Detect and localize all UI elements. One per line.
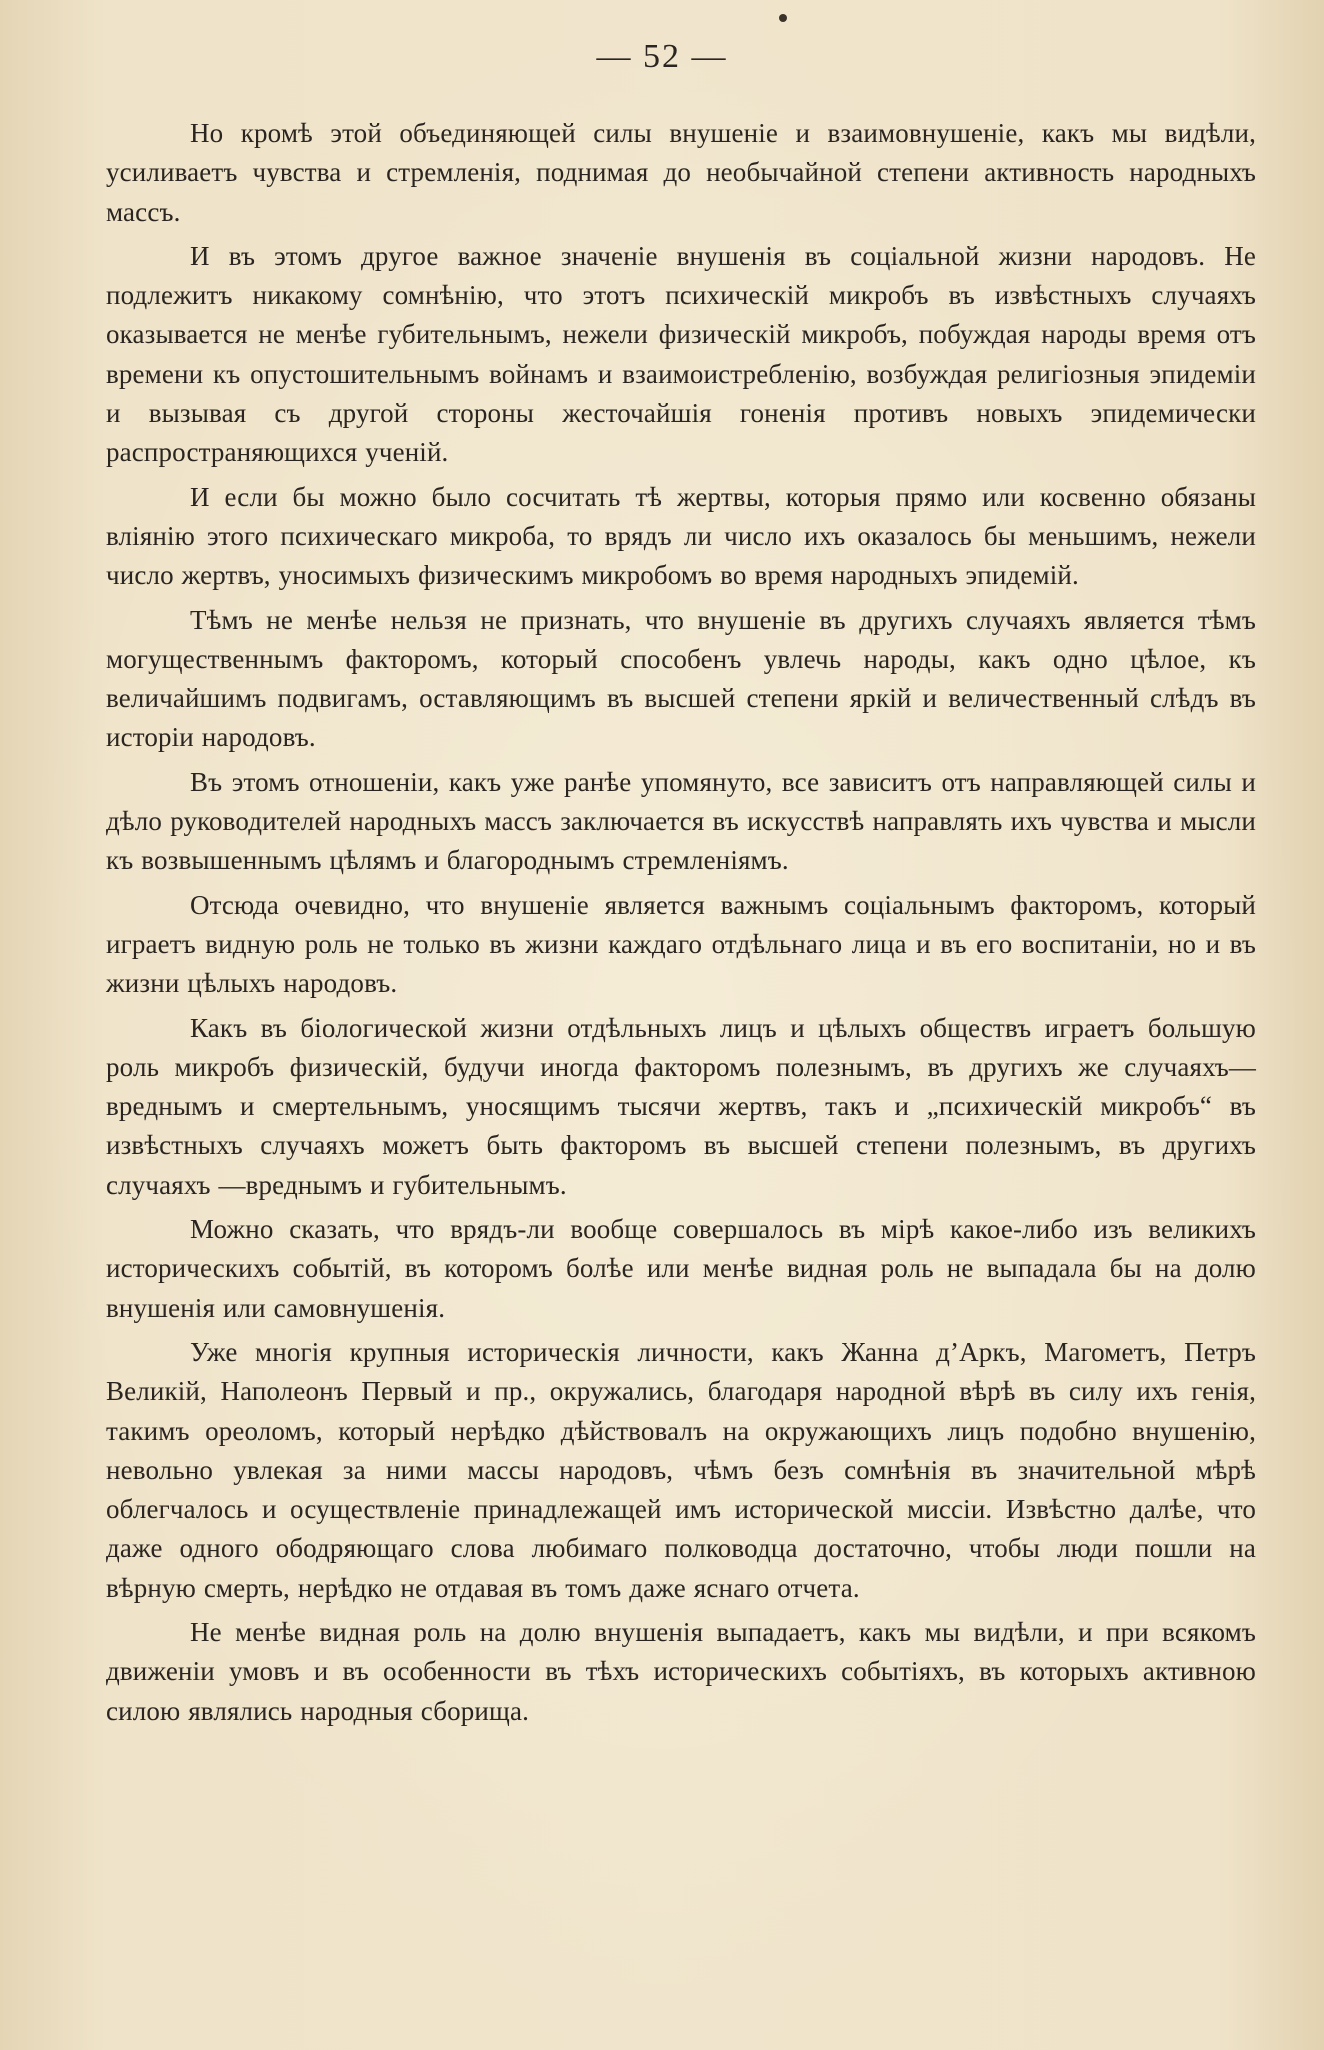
paragraph: И въ этомъ другое важное значеніе внушенія въ соціальной жизни народовъ. Не подлежитъ никакому сомнѣнію, что этотъ психическій микробъ въ извѣстныхъ случаяхъ оказывается не менѣе губительнымъ, нежели физическій микробъ, побуждая народы время отъ времени къ опустошительнымъ войнамъ и взаимоистребленію, возбуждая религіозныя эпидеміи и вызывая съ другой стороны жесточайшія гоненія противъ новыхъ эпидемически распространяющихся ученій. xyxy=(106,240,1256,468)
paragraph: Можно сказать, что врядъ-ли вообще совершалось въ мірѣ какое-либо изъ великихъ историческихъ событій, въ которомъ болѣе или менѣе видная роль не выпадала бы на долю внушенія или самовнушенія. xyxy=(106,1214,1256,1323)
paragraph: Не менѣе видная роль на долю внушенія выпадаетъ, какъ мы видѣли, и при всякомъ движеніи умовъ и въ особенности въ тѣхъ историческихъ событіяхъ, въ которыхъ активною силою являлись народныя сборища. xyxy=(106,1616,1256,1726)
ink-spot xyxy=(779,14,787,22)
paragraph: Какъ въ біологической жизни отдѣльныхъ лицъ и цѣлыхъ обществъ играетъ большую роль микробъ физическій, будучи иногда факторомъ полезнымъ, въ другихъ же случаяхъ—вреднымъ и смертельнымъ, уносящимъ тысячи жертвъ, такъ и „психическій микробъ“ въ извѣстныхъ случаяхъ можетъ быть факторомъ въ высшей степени полезнымъ, въ другихъ случаяхъ —вреднымъ и губительнымъ. xyxy=(106,1012,1256,1200)
paragraph: Но кромѣ этой объединяющей силы внушеніе и взаимовнушеніе, какъ мы видѣли, усиливаетъ чувства и стремленія, поднимая до необычайной степени активность народныхъ массъ. xyxy=(106,118,1256,227)
paragraph: Тѣмъ не менѣе нельзя не признать, что внушеніе въ другихъ случаяхъ является тѣмъ могущественнымъ факторомъ, который способенъ увлечь народы, какъ одно цѣлое, къ величайшимъ подвигамъ, оставляющимъ въ высшей степени яркій и величественный слѣдъ въ исторіи народовъ. xyxy=(106,604,1256,753)
paragraph: Въ этомъ отношеніи, какъ уже ранѣе упомянуто, все зависитъ отъ направляющей силы и дѣло руководителей народныхъ массъ заключается въ искусствѣ направлять ихъ чувства и мысли къ возвышеннымъ цѣлямъ и благороднымъ стремленіямъ. xyxy=(106,766,1256,876)
paragraph: Отсюда очевидно, что внушеніе является важнымъ соціальнымъ факторомъ, который играетъ видную роль не только въ жизни каждаго отдѣльнаго лица и въ его воспитаніи, но и въ жизни цѣлыхъ народовъ. xyxy=(106,889,1256,999)
paragraph: Уже многія крупныя историческія личности, какъ Жанна д’Аркъ, Магометъ, Петръ Великій, Наполеонъ Первый и пр., окружались, благодаря народной вѣрѣ въ силу ихъ генія, такимъ ореоломъ, который нерѣдко дѣйствовалъ на окружающихъ лицъ подобно внушенію, невольно увлекая за ними массы народовъ, чѣмъ безъ сомнѣнія въ значительной мѣрѣ облегчалось и осуществленіе принадлежащей имъ исторической миссіи. Извѣстно далѣе, что даже одного ободряющаго слова любимаго полководца достаточно, чтобы люди пошли на вѣрную смерть, нерѣдко не отдавая въ томъ даже яснаго отчета. xyxy=(106,1336,1256,1603)
body-text xyxy=(106,114,1256,1736)
paragraph: И если бы можно было сосчитать тѣ жертвы, которыя прямо или косвенно обязаны вліянію этого психическаго микроба, то врядъ ли число ихъ оказалось бы меньшимъ, нежели число жертвъ, уносимыхъ физическимъ микробомъ во время народныхъ эпидемій. xyxy=(106,481,1256,591)
page-number: — 52 — xyxy=(596,38,728,75)
